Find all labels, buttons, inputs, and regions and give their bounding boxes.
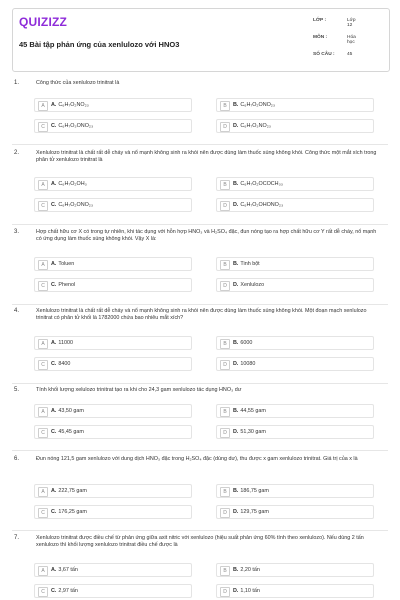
option-content [233, 260, 260, 268]
option-content [51, 339, 73, 347]
answer-option-b[interactable] [216, 404, 374, 418]
question-number: 3. [14, 229, 20, 235]
answer-option-b[interactable] [216, 336, 374, 350]
option-text: C₆H₇O₂OH₃ [58, 181, 87, 187]
option-label: B. [233, 408, 239, 414]
option-text: 186,75 gam [240, 488, 269, 494]
answer-option-b[interactable] [216, 257, 374, 271]
option-text: 2,97 tấn [58, 588, 78, 594]
option-label: A. [51, 181, 57, 187]
option-content [51, 407, 84, 415]
option-letter-badge: D [220, 587, 230, 597]
option-content [233, 587, 260, 595]
answer-option-d[interactable] [216, 357, 374, 371]
answer-option-d[interactable] [216, 119, 374, 133]
option-label: B. [233, 567, 239, 573]
option-label: B. [233, 488, 239, 494]
option-content [233, 281, 264, 289]
option-content [51, 566, 78, 574]
answer-option-c[interactable] [34, 198, 192, 212]
option-text: 43,50 gam [58, 408, 84, 414]
option-content [233, 566, 260, 574]
answer-option-d[interactable] [216, 425, 374, 439]
question-number: 4. [14, 308, 20, 314]
option-label: D. [233, 282, 239, 288]
count-value: 45 [347, 52, 353, 57]
option-text: C₆H₇O₂OHONO₂₃ [240, 202, 284, 208]
option-content [233, 508, 269, 516]
option-label: B. [233, 181, 239, 187]
worksheet-header [12, 8, 390, 72]
option-label: C. [51, 509, 57, 515]
worksheet-title: 45 Bài tập phản ứng của xenlulozo với HNO3 [19, 40, 180, 49]
option-content [233, 180, 283, 188]
option-label: A. [51, 340, 57, 346]
question-number: 7. [14, 535, 20, 541]
question-number: 5. [14, 387, 20, 393]
option-letter-badge: B [220, 487, 230, 497]
option-text: 45,45 gam [58, 429, 84, 435]
option-content [51, 201, 93, 209]
option-label: A. [51, 102, 57, 108]
option-letter-badge: B [220, 407, 230, 417]
option-text: 3,67 tấn [58, 567, 78, 573]
option-content [51, 487, 87, 495]
option-label: D. [233, 588, 239, 594]
subject-value: Hóa học [347, 35, 356, 45]
option-content [233, 360, 255, 368]
option-text: C₆H₇O₂NO₂₃ [58, 102, 89, 108]
class-label: LỚP : [313, 18, 327, 23]
option-content [51, 281, 75, 289]
option-content [51, 122, 93, 130]
option-letter-badge: B [220, 566, 230, 576]
option-text: 1,10 tấn [240, 588, 260, 594]
option-text: C₆H₇O₂ONO₂₃ [240, 102, 276, 108]
option-label: D. [233, 123, 239, 129]
question-text: Đun nóng 121,5 gam xenlulozo với dung dịch HNO₃ đặc trong H₂SO₄ đặc (dùng dư), thu được x gam xenlulozo trinitrat. Giá trị của x là [36, 456, 358, 462]
option-letter-badge: B [220, 180, 230, 190]
option-letter-badge: C [38, 122, 48, 132]
option-text: 11000 [58, 340, 73, 346]
answer-option-d[interactable] [216, 278, 374, 292]
question-divider [12, 383, 388, 384]
option-text: 176,25 gam [58, 509, 87, 515]
answer-option-a[interactable] [34, 177, 192, 191]
answer-option-a[interactable] [34, 404, 192, 418]
option-letter-badge: A [38, 339, 48, 349]
option-content [233, 339, 252, 347]
question-divider [12, 304, 388, 305]
option-letter-badge: A [38, 180, 48, 190]
answer-option-b[interactable] [216, 563, 374, 577]
option-text: C₆H₇O₃ONO₂₃ [58, 123, 94, 129]
class-value: Lớp 12 [347, 18, 356, 28]
option-label: C. [51, 361, 57, 367]
question-text: Xenlulozo trinitrat được điều chế từ phản ứng giữa axit nitric với xenlulozo (hiệu suất phản ứng 60% tính theo xenlulozo). Nếu dùng 2 tấn xenlulozo thì khối lượng xenlulozo trinitrat điều chế được là [36, 535, 364, 549]
answer-option-d[interactable] [216, 505, 374, 519]
option-content [233, 201, 283, 209]
option-label: C. [51, 123, 57, 129]
option-label: D. [233, 202, 239, 208]
option-letter-badge: A [38, 487, 48, 497]
option-label: C. [51, 429, 57, 435]
answer-option-d[interactable] [216, 198, 374, 212]
option-label: C. [51, 282, 57, 288]
option-letter-badge: C [38, 508, 48, 518]
option-label: A. [51, 488, 57, 494]
option-letter-badge: D [220, 122, 230, 132]
question-text: Hợp chất hữu cơ X có trong tự nhiên, khi tác dụng với hỗn hợp HNO₃ và H₂SO₄ đặc, đun nóng tạo ra hợp chất hữu cơ Y rất dễ cháy, nổ mạnh có ứng dụng làm thuốc súng không khói. Vậy X là: [36, 229, 377, 243]
option-letter-badge: B [220, 260, 230, 270]
option-text: 51,30 gam [240, 429, 266, 435]
answer-option-a[interactable] [34, 336, 192, 350]
option-label: A. [51, 261, 57, 267]
option-text: Tinh bột [240, 261, 260, 267]
option-text: C₆H₇O₂ONO₂₃ [58, 202, 94, 208]
answer-option-c[interactable] [34, 584, 192, 598]
option-text: Xenlulozo [240, 282, 265, 288]
answer-option-a[interactable] [34, 98, 192, 112]
option-letter-badge: A [38, 101, 48, 111]
option-content [233, 428, 266, 436]
question-text: Xenlulozo trinitrat là chất rất dễ cháy và nổ mạnh không sinh ra khói nên được dùng làm thuốc súng không khói. Công thức một mắt xích trong phân tử xenlulozo trinitrat là [36, 150, 377, 164]
answer-option-a[interactable] [34, 257, 192, 271]
option-label: C. [51, 588, 57, 594]
answer-option-b[interactable] [216, 484, 374, 498]
question-number: 6. [14, 456, 20, 462]
option-letter-badge: C [38, 281, 48, 291]
option-letter-badge: B [220, 101, 230, 111]
answer-option-b[interactable] [216, 177, 374, 191]
option-label: B. [233, 340, 239, 346]
option-letter-badge: B [220, 339, 230, 349]
option-letter-badge: A [38, 566, 48, 576]
option-letter-badge: C [38, 201, 48, 211]
option-label: A. [51, 567, 57, 573]
subject-row [313, 35, 356, 45]
answer-option-c[interactable] [34, 357, 192, 371]
option-letter-badge: C [38, 360, 48, 370]
count-row [313, 52, 353, 57]
quizizz-logo: QUIZIZZ [19, 15, 68, 29]
option-content [233, 122, 271, 130]
question-text: Tính khối lượng xelulozo trinitrat tạo ra khi cho 24,3 gam xenlulozo tác dụng HNO₃ dư [36, 387, 242, 393]
option-content [51, 360, 70, 368]
option-label: B. [233, 261, 239, 267]
answer-option-c[interactable] [34, 505, 192, 519]
class-row [313, 18, 356, 28]
option-text: 129,75 gam [240, 509, 269, 515]
option-letter-badge: C [38, 587, 48, 597]
option-content [51, 587, 78, 595]
option-letter-badge: D [220, 508, 230, 518]
option-content [51, 508, 87, 516]
option-content [233, 101, 275, 109]
option-label: D. [233, 361, 239, 367]
option-letter-badge: A [38, 260, 48, 270]
option-content [51, 180, 87, 188]
option-text: C₆H₇O₂OCOCH₃₃ [240, 181, 283, 187]
question-divider [12, 450, 388, 451]
question-number: 2. [14, 150, 20, 156]
question-text: Xenlulozo trinitrat là chất rất dễ cháy và nổ mạnh không sinh ra khói nên được dùng làm thuốc súng không khói. Một đoạn mạch xenlulozo trinitrat có phân tử khối là 1782000 chứa bao nhiêu mắt xích? [36, 308, 367, 322]
question-number: 1. [14, 80, 20, 86]
count-label: SỐ CÂU : [313, 52, 335, 57]
answer-option-a[interactable] [34, 563, 192, 577]
option-letter-badge: A [38, 407, 48, 417]
answer-option-c[interactable] [34, 119, 192, 133]
option-text: 44,55 gam [240, 408, 266, 414]
answer-option-d[interactable] [216, 584, 374, 598]
option-text: 222,75 gam [58, 488, 87, 494]
option-letter-badge: D [220, 428, 230, 438]
option-letter-badge: C [38, 428, 48, 438]
option-text: 10080 [240, 361, 256, 367]
option-label: D. [233, 429, 239, 435]
option-content [51, 260, 74, 268]
option-text: Toluen [58, 261, 75, 267]
option-text: 2,20 tấn [240, 567, 260, 573]
option-text: C₆H₇O₃NO₂₃ [240, 123, 271, 129]
option-letter-badge: D [220, 281, 230, 291]
option-letter-badge: D [220, 201, 230, 211]
answer-option-a[interactable] [34, 484, 192, 498]
question-text: Công thức của xenlulozo trinitrat là [36, 80, 120, 86]
option-label: B. [233, 102, 239, 108]
answer-option-c[interactable] [34, 425, 192, 439]
option-content [51, 101, 89, 109]
option-content [51, 428, 84, 436]
option-text: 6000 [240, 340, 253, 346]
option-content [233, 407, 266, 415]
option-text: Phenol [58, 282, 76, 288]
question-divider [12, 530, 388, 531]
question-divider [12, 144, 388, 145]
answer-option-c[interactable] [34, 278, 192, 292]
question-divider [12, 224, 388, 225]
option-label: C. [51, 202, 57, 208]
option-content [233, 487, 269, 495]
option-text: 8400 [58, 361, 71, 367]
option-label: D. [233, 509, 239, 515]
option-label: A. [51, 408, 57, 414]
subject-label: MÔN : [313, 35, 328, 40]
answer-option-b[interactable] [216, 98, 374, 112]
option-letter-badge: D [220, 360, 230, 370]
